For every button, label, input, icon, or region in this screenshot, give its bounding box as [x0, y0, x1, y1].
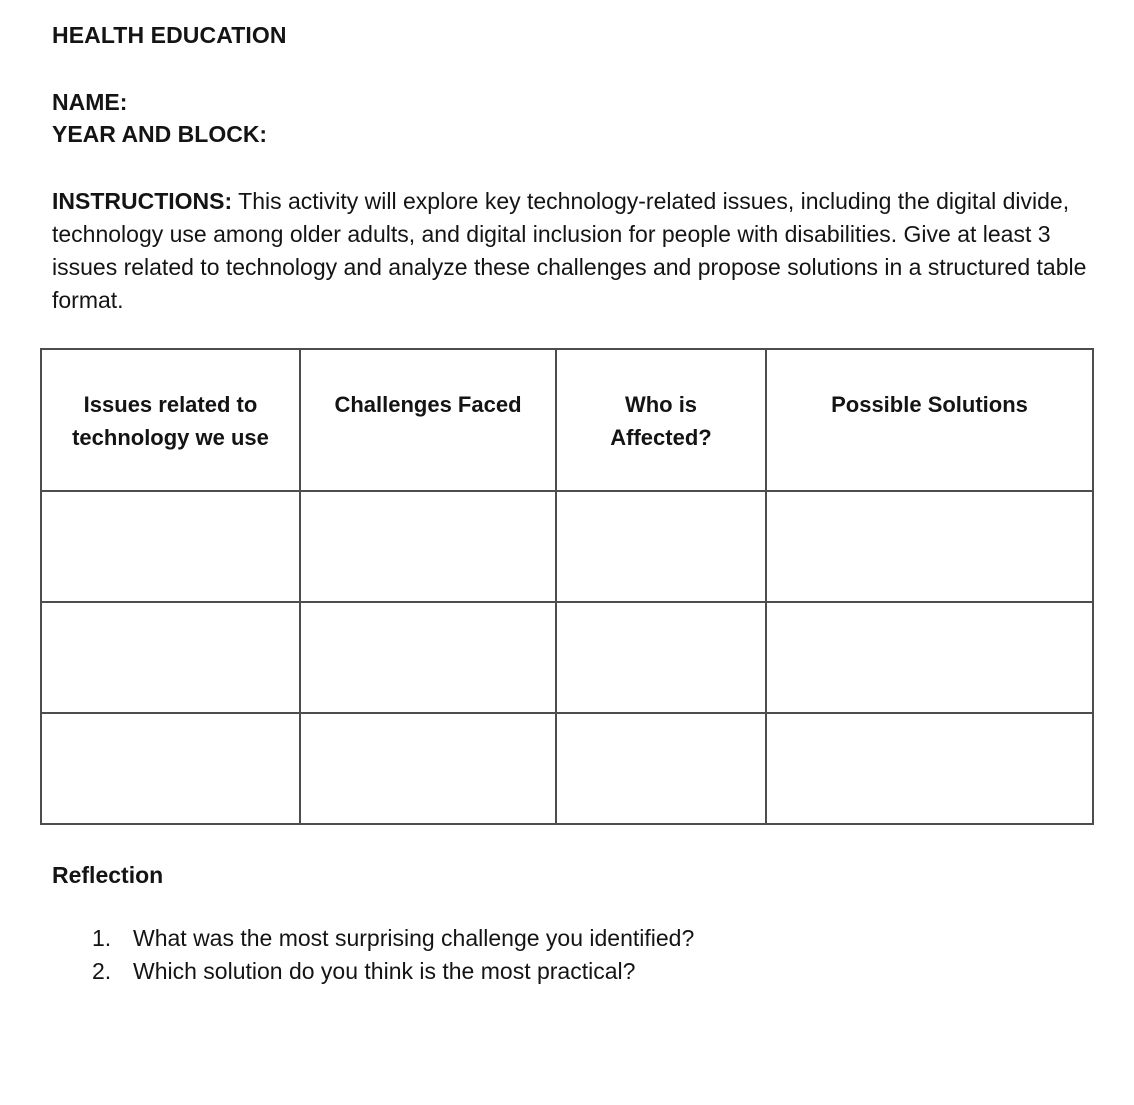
- table-row: [41, 602, 1093, 713]
- list-item: [92, 922, 694, 955]
- table-cell[interactable]: [300, 713, 556, 824]
- question-number: 1.: [92, 925, 112, 951]
- year-block-label: YEAR AND BLOCK:: [52, 121, 268, 147]
- analysis-table: [40, 348, 1094, 825]
- table-cell[interactable]: [41, 713, 300, 824]
- header-solutions: Possible Solutions: [766, 349, 1093, 491]
- table-cell[interactable]: [41, 491, 300, 602]
- table-cell[interactable]: [41, 602, 300, 713]
- table-cell[interactable]: [556, 602, 766, 713]
- header-who-affected: Who is Affected?: [556, 349, 766, 491]
- question-number: 2.: [92, 958, 112, 984]
- header-issues: Issues related to technology we use: [41, 349, 300, 491]
- reflection-heading: Reflection: [52, 862, 164, 888]
- question-text: What was the most surprising challenge you identified?: [133, 925, 695, 951]
- table-row: [41, 713, 1093, 824]
- reflection-questions: [92, 922, 694, 988]
- table-cell[interactable]: [766, 491, 1093, 602]
- page-title: HEALTH EDUCATION: [52, 22, 287, 48]
- table-cell[interactable]: [766, 713, 1093, 824]
- instructions-lead: INSTRUCTIONS:: [52, 188, 233, 214]
- table-cell[interactable]: [556, 713, 766, 824]
- header-challenges: Challenges Faced: [300, 349, 556, 491]
- list-item: [92, 955, 694, 988]
- instructions-paragraph: [52, 185, 1112, 317]
- instructions-text: This activity will explore key technology-related issues, including the digital divide, technology use among older adults, and digital inclusion for people with disabilities. Give at least 3 issues related to technology and analyze these challenges and propose solutions in a structured table format.: [52, 188, 1087, 313]
- table-header-row: [41, 349, 1093, 491]
- table-cell[interactable]: [300, 602, 556, 713]
- table-row: [41, 491, 1093, 602]
- question-text: Which solution do you think is the most practical?: [133, 958, 636, 984]
- table-cell[interactable]: [556, 491, 766, 602]
- table-cell[interactable]: [766, 602, 1093, 713]
- name-label: NAME:: [52, 89, 128, 115]
- table-cell[interactable]: [300, 491, 556, 602]
